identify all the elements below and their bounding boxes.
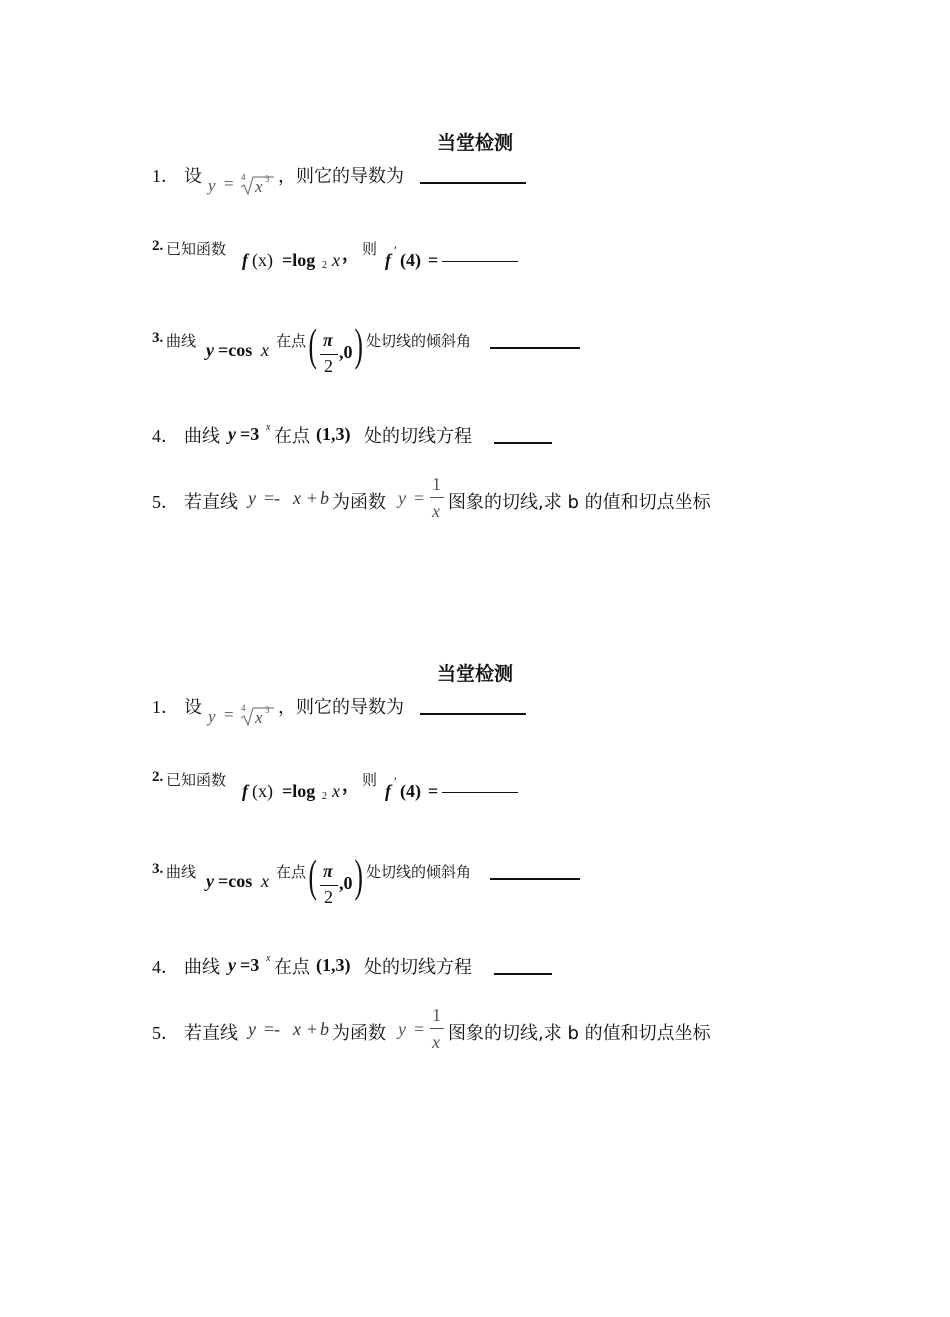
question-tail: 处切线的倾斜角 bbox=[366, 863, 472, 881]
prime-mark: ′ bbox=[394, 774, 397, 789]
point-zero: ,0 bbox=[339, 873, 353, 893]
question-2 bbox=[152, 765, 552, 805]
question-number: 1． bbox=[152, 166, 179, 186]
math-equals-3: =3 bbox=[240, 955, 260, 975]
log-base: 2 bbox=[322, 260, 327, 271]
question-text: 若直线 bbox=[184, 1023, 238, 1044]
question-5 bbox=[152, 476, 752, 526]
point-zero: ,0 bbox=[339, 342, 353, 362]
answer-blank[interactable] bbox=[420, 166, 526, 184]
fraction-bar bbox=[320, 354, 338, 355]
math-equals: = bbox=[224, 174, 234, 193]
question-number: 4． bbox=[152, 957, 179, 977]
worksheet-section-1 bbox=[0, 128, 950, 648]
math-plus: + bbox=[307, 1019, 318, 1039]
fraction-denominator-x: x bbox=[432, 501, 440, 521]
radicand-exponent: 3 bbox=[265, 174, 270, 184]
radicand-x: x bbox=[255, 177, 263, 196]
math-var-y: y bbox=[206, 871, 214, 891]
question-text: 曲线 bbox=[166, 863, 197, 881]
point-label: 在点 bbox=[274, 957, 310, 978]
question-tail: 图象的切线,求 b 的值和切点坐标 bbox=[448, 1023, 711, 1044]
question-4 bbox=[152, 951, 572, 981]
math-equals: = bbox=[224, 705, 234, 724]
fraction-bar bbox=[430, 497, 444, 498]
fraction-numerator-1: 1 bbox=[432, 474, 441, 494]
section-title: 当堂检测 bbox=[436, 663, 513, 685]
exponent-x: x bbox=[266, 422, 271, 433]
math-cos: =cos bbox=[218, 871, 253, 891]
question-number: 2. bbox=[152, 769, 164, 785]
point-coords: (1,3) bbox=[316, 424, 351, 444]
math-var-y: y bbox=[228, 955, 236, 975]
answer-blank[interactable] bbox=[442, 792, 518, 793]
math-cos: =cos bbox=[218, 340, 253, 360]
point-label: 在点 bbox=[274, 426, 310, 447]
question-tail: 图象的切线,求 b 的值和切点坐标 bbox=[448, 492, 711, 513]
question-number: 2. bbox=[152, 238, 164, 254]
question-tail: 处切线的倾斜角 bbox=[366, 332, 472, 350]
question-tail: 处的切线方程 bbox=[364, 957, 472, 978]
question-text: ，则它的导数为 bbox=[278, 697, 404, 718]
math-f-prime: f bbox=[385, 781, 391, 801]
root-index: 4 bbox=[241, 703, 246, 713]
question-then: 则 bbox=[362, 240, 378, 258]
math-equals: = bbox=[414, 1019, 425, 1039]
log-arg-x: x bbox=[332, 250, 340, 270]
question-text: 曲线 bbox=[184, 426, 220, 447]
question-text: 曲线 bbox=[166, 332, 197, 350]
math-equals: = bbox=[428, 781, 439, 801]
question-3 bbox=[152, 850, 592, 915]
left-paren: ( bbox=[308, 319, 317, 370]
math-var-b: b bbox=[320, 488, 329, 508]
math-var-y: y bbox=[228, 424, 236, 444]
math-equals-minus: =- bbox=[264, 488, 281, 508]
math-plus: + bbox=[307, 488, 318, 508]
question-5 bbox=[152, 1007, 752, 1057]
log-base: 2 bbox=[322, 791, 327, 802]
answer-blank[interactable] bbox=[490, 347, 580, 349]
math-comma: ， bbox=[342, 244, 360, 265]
point-label: 在点 bbox=[276, 332, 307, 350]
math-var-x: x bbox=[293, 1019, 301, 1039]
math-var-y: y bbox=[208, 176, 216, 195]
question-number: 4． bbox=[152, 426, 179, 446]
radicand-x: x bbox=[255, 708, 263, 727]
math-f-prime: f bbox=[385, 250, 391, 270]
question-then: 则 bbox=[362, 771, 378, 789]
fraction-bar bbox=[320, 885, 338, 886]
math-var-y: y bbox=[398, 1019, 406, 1039]
question-tail: 处的切线方程 bbox=[364, 426, 472, 447]
question-4 bbox=[152, 420, 572, 450]
question-1 bbox=[152, 691, 552, 731]
math-arg-x: (x) bbox=[252, 781, 273, 801]
math-equals: = bbox=[414, 488, 425, 508]
answer-blank[interactable] bbox=[442, 261, 518, 262]
answer-blank[interactable] bbox=[494, 973, 552, 975]
question-number: 5． bbox=[152, 492, 179, 512]
question-number: 1． bbox=[152, 697, 179, 717]
question-text: 已知函数 bbox=[166, 771, 227, 789]
fraction-denominator-x: x bbox=[432, 1032, 440, 1052]
right-paren: ) bbox=[354, 850, 363, 901]
math-log: =log bbox=[282, 250, 316, 270]
question-number: 5． bbox=[152, 1023, 179, 1043]
point-label: 在点 bbox=[276, 863, 307, 881]
math-equals: = bbox=[428, 250, 439, 270]
question-text: 若直线 bbox=[184, 492, 238, 513]
section-title: 当堂检测 bbox=[436, 132, 513, 154]
answer-blank[interactable] bbox=[494, 442, 552, 444]
root-index: 4 bbox=[241, 172, 246, 182]
math-log: =log bbox=[282, 781, 316, 801]
math-var-y: y bbox=[248, 1019, 256, 1039]
math-var-y: y bbox=[206, 340, 214, 360]
exponent-x: x bbox=[266, 953, 271, 964]
math-arg-4: (4) bbox=[400, 781, 421, 801]
log-arg-x: x bbox=[332, 781, 340, 801]
question-number: 3. bbox=[152, 330, 164, 346]
math-arg-x: (x) bbox=[252, 250, 273, 270]
fraction-numerator-pi: π bbox=[323, 861, 333, 881]
math-var-x: x bbox=[261, 871, 269, 891]
answer-blank[interactable] bbox=[490, 878, 580, 880]
fraction-denominator: 2 bbox=[324, 887, 333, 907]
fraction-numerator-1: 1 bbox=[432, 1005, 441, 1025]
left-paren: ( bbox=[308, 850, 317, 901]
question-number: 3. bbox=[152, 861, 164, 877]
function-label: 为函数 bbox=[332, 1023, 386, 1044]
math-arg-4: (4) bbox=[400, 250, 421, 270]
math-var-x: x bbox=[261, 340, 269, 360]
fraction-denominator: 2 bbox=[324, 356, 333, 376]
math-comma: ， bbox=[342, 775, 360, 796]
math-var-y: y bbox=[248, 488, 256, 508]
question-2 bbox=[152, 234, 552, 274]
point-coords: (1,3) bbox=[316, 955, 351, 975]
question-text: 曲线 bbox=[184, 957, 220, 978]
fraction-numerator-pi: π bbox=[323, 330, 333, 350]
question-text: ，则它的导数为 bbox=[278, 166, 404, 187]
math-var-y: y bbox=[208, 707, 216, 726]
math-f: f bbox=[242, 250, 248, 270]
worksheet-section-2 bbox=[0, 659, 950, 1179]
question-lead: 设 bbox=[184, 697, 202, 718]
math-f: f bbox=[242, 781, 248, 801]
math-equals-minus: =- bbox=[264, 1019, 281, 1039]
math-equals-3: =3 bbox=[240, 424, 260, 444]
fraction-bar bbox=[430, 1028, 444, 1029]
question-3 bbox=[152, 319, 592, 384]
question-text: 已知函数 bbox=[166, 240, 227, 258]
math-var-y: y bbox=[398, 488, 406, 508]
math-var-b: b bbox=[320, 1019, 329, 1039]
answer-blank[interactable] bbox=[420, 697, 526, 715]
prime-mark: ′ bbox=[394, 243, 397, 258]
right-paren: ) bbox=[354, 319, 363, 370]
function-label: 为函数 bbox=[332, 492, 386, 513]
math-var-x: x bbox=[293, 488, 301, 508]
radicand-exponent: 3 bbox=[265, 705, 270, 715]
question-lead: 设 bbox=[184, 166, 202, 187]
question-1 bbox=[152, 160, 552, 200]
